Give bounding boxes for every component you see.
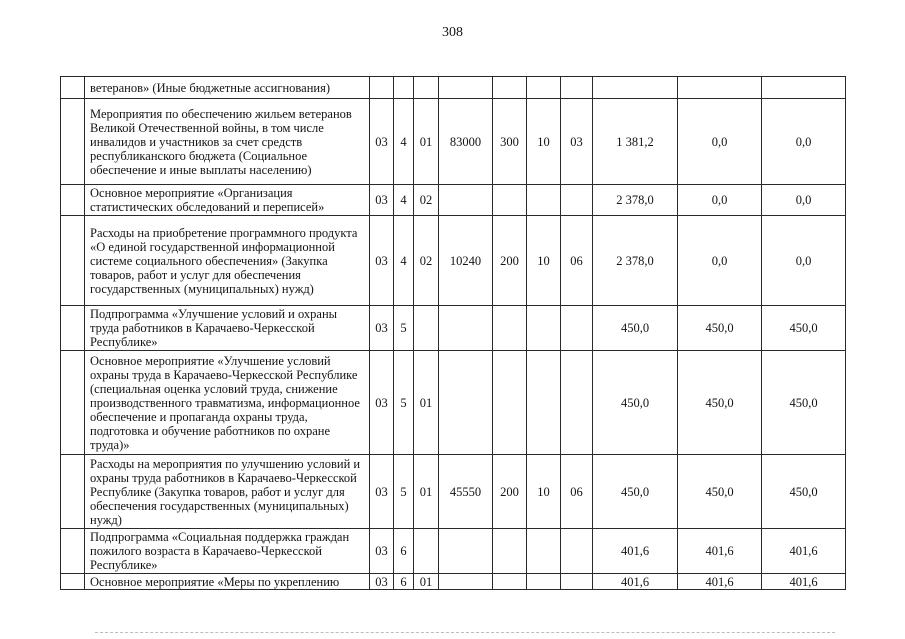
- code-cell: [493, 351, 527, 455]
- amount-cell: 450,0: [762, 351, 846, 455]
- blank-cell: [61, 574, 85, 590]
- code-cell: 03: [370, 216, 394, 306]
- code-cell: [493, 529, 527, 574]
- code-cell: 01: [414, 574, 439, 590]
- code-cell: 02: [414, 216, 439, 306]
- code-cell: 200: [493, 455, 527, 529]
- row-name: Основное мероприятие «Улучшение условий охраны труда в Карачаево-Черкесской Республике (специальная оценка условий труда, снижение производственного травматизма, информационное обеспечение и пропаганда охраны труда, подготовка и обучение работников по охране труда)»: [85, 351, 370, 455]
- page-number: 308: [442, 25, 463, 40]
- amount-cell: 450,0: [593, 455, 678, 529]
- code-cell: [527, 574, 561, 590]
- amount-cell: 1 381,2: [593, 99, 678, 185]
- amount-cell: [762, 77, 846, 99]
- code-cell: 02: [414, 185, 439, 216]
- code-cell: 06: [561, 455, 593, 529]
- code-cell: 6: [394, 574, 414, 590]
- code-cell: 03: [370, 351, 394, 455]
- row-name: ветеранов» (Иные бюджетные ассигнования): [85, 77, 370, 99]
- code-cell: 4: [394, 185, 414, 216]
- amount-cell: 450,0: [762, 455, 846, 529]
- code-cell: [493, 306, 527, 351]
- code-cell: [439, 185, 493, 216]
- amount-cell: 450,0: [678, 351, 762, 455]
- code-cell: [527, 351, 561, 455]
- row-name: Основное мероприятие «Организация статистических обследований и переписей»: [85, 185, 370, 216]
- code-cell: [493, 77, 527, 99]
- amount-cell: 2 378,0: [593, 216, 678, 306]
- code-cell: 10240: [439, 216, 493, 306]
- code-cell: [527, 306, 561, 351]
- code-cell: 10: [527, 216, 561, 306]
- amount-cell: 0,0: [678, 185, 762, 216]
- blank-cell: [61, 216, 85, 306]
- code-cell: 10: [527, 99, 561, 185]
- code-cell: 03: [370, 99, 394, 185]
- row-name: Мероприятия по обеспечению жильем ветеранов Великой Отечественной войны, в том числе инвалидов и участников за счет средств республиканского бюджета (Социальное обеспечение и иные выплаты населению): [85, 99, 370, 185]
- amount-cell: 401,6: [593, 529, 678, 574]
- table-row: [61, 185, 846, 216]
- code-cell: 300: [493, 99, 527, 185]
- amount-cell: 450,0: [678, 455, 762, 529]
- code-cell: 03: [370, 306, 394, 351]
- code-cell: [439, 306, 493, 351]
- amount-cell: [593, 77, 678, 99]
- row-name: Расходы на приобретение программного продукта «О единой государственной информационной системе социального обеспечения» (Закупка товаров, работ и услуг для обеспечения государственных (муниципальных) нужд): [85, 216, 370, 306]
- table-row: [61, 216, 846, 306]
- amount-cell: 450,0: [762, 306, 846, 351]
- code-cell: [561, 574, 593, 590]
- code-cell: [561, 351, 593, 455]
- code-cell: [561, 77, 593, 99]
- code-cell: [414, 529, 439, 574]
- code-cell: [414, 306, 439, 351]
- amount-cell: [678, 77, 762, 99]
- code-cell: 6: [394, 529, 414, 574]
- code-cell: 5: [394, 351, 414, 455]
- table-row: [61, 455, 846, 529]
- code-cell: [394, 77, 414, 99]
- code-cell: 45550: [439, 455, 493, 529]
- budget-table: [60, 76, 846, 590]
- table-row: [61, 574, 846, 590]
- code-cell: 03: [370, 185, 394, 216]
- table-row: [61, 351, 846, 455]
- code-cell: [561, 306, 593, 351]
- amount-cell: 401,6: [678, 574, 762, 590]
- code-cell: [370, 77, 394, 99]
- amount-cell: 0,0: [678, 99, 762, 185]
- row-name: Основное мероприятие «Меры по укреплению: [85, 574, 370, 590]
- blank-cell: [61, 77, 85, 99]
- code-cell: 03: [370, 455, 394, 529]
- code-cell: [527, 529, 561, 574]
- code-cell: [439, 351, 493, 455]
- code-cell: [493, 574, 527, 590]
- code-cell: 200: [493, 216, 527, 306]
- code-cell: [439, 574, 493, 590]
- amount-cell: 401,6: [762, 529, 846, 574]
- blank-cell: [61, 99, 85, 185]
- code-cell: 03: [370, 574, 394, 590]
- blank-cell: [61, 529, 85, 574]
- table-row: [61, 529, 846, 574]
- amount-cell: 450,0: [593, 351, 678, 455]
- code-cell: [439, 77, 493, 99]
- code-cell: 10: [527, 455, 561, 529]
- code-cell: [439, 529, 493, 574]
- code-cell: 01: [414, 99, 439, 185]
- amount-cell: 450,0: [678, 306, 762, 351]
- scan-edge-line: [95, 632, 835, 633]
- blank-cell: [61, 306, 85, 351]
- code-cell: 03: [370, 529, 394, 574]
- amount-cell: 401,6: [593, 574, 678, 590]
- code-cell: 01: [414, 455, 439, 529]
- amount-cell: 0,0: [678, 216, 762, 306]
- table-row: [61, 77, 846, 99]
- code-cell: [561, 185, 593, 216]
- amount-cell: 0,0: [762, 185, 846, 216]
- code-cell: 5: [394, 455, 414, 529]
- code-cell: [414, 77, 439, 99]
- amount-cell: 401,6: [762, 574, 846, 590]
- code-cell: [493, 185, 527, 216]
- amount-cell: 0,0: [762, 99, 846, 185]
- code-cell: 06: [561, 216, 593, 306]
- code-cell: 83000: [439, 99, 493, 185]
- code-cell: 01: [414, 351, 439, 455]
- row-name: Расходы на мероприятия по улучшению условий и охраны труда работников в Карачаево-Черкесской Республике (Закупка товаров, работ и услуг для обеспечения государственных (муниципальных) нужд): [85, 455, 370, 529]
- row-name: Подпрограмма «Улучшение условий и охраны труда работников в Карачаево-Черкесской Республике»: [85, 306, 370, 351]
- code-cell: [527, 185, 561, 216]
- code-cell: 4: [394, 99, 414, 185]
- amount-cell: 401,6: [678, 529, 762, 574]
- table-row: [61, 306, 846, 351]
- table-row: [61, 99, 846, 185]
- code-cell: [561, 529, 593, 574]
- amount-cell: 450,0: [593, 306, 678, 351]
- code-cell: 5: [394, 306, 414, 351]
- blank-cell: [61, 455, 85, 529]
- code-cell: 4: [394, 216, 414, 306]
- row-name: Подпрограмма «Социальная поддержка граждан пожилого возраста в Карачаево-Черкесской Республике»: [85, 529, 370, 574]
- code-cell: [527, 77, 561, 99]
- code-cell: 03: [561, 99, 593, 185]
- blank-cell: [61, 185, 85, 216]
- amount-cell: 2 378,0: [593, 185, 678, 216]
- amount-cell: 0,0: [762, 216, 846, 306]
- blank-cell: [61, 351, 85, 455]
